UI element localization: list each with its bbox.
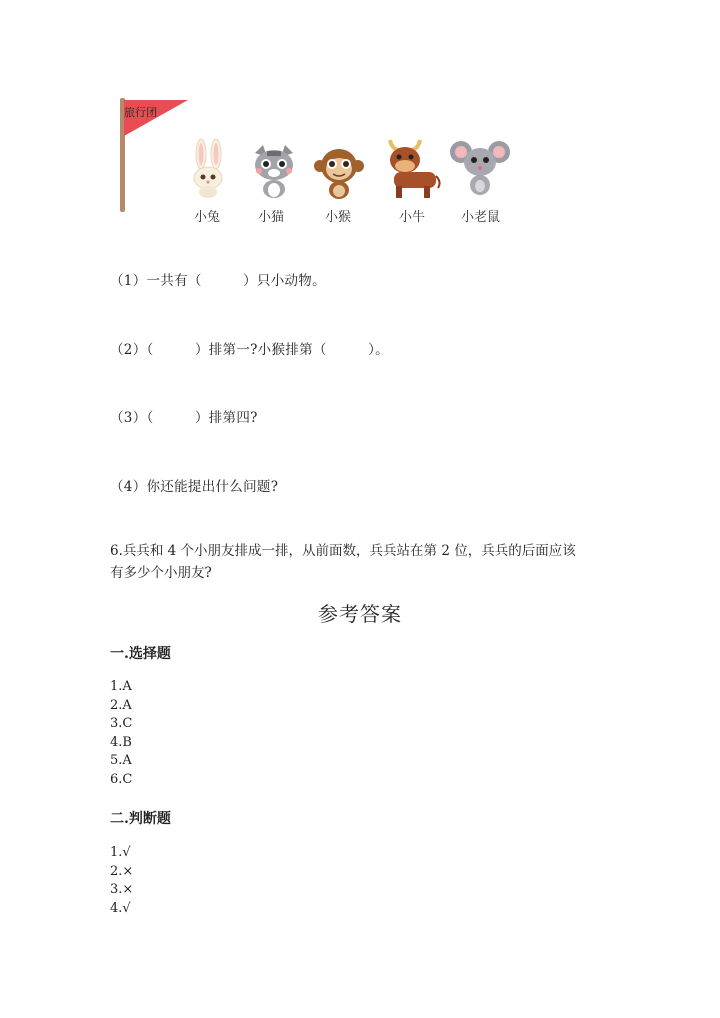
- animal-label: 小牛: [399, 210, 426, 225]
- cat-icon: [247, 143, 301, 199]
- animal-label: 小兔: [194, 210, 221, 225]
- answer-item: 3.×: [110, 882, 134, 897]
- monkey-icon: [312, 144, 366, 200]
- question-1: （1）一共有（ ）只小动物。: [110, 273, 326, 289]
- answer-item: 4.B: [110, 734, 132, 750]
- animal-cat: [247, 143, 301, 199]
- animal-rabbit: [178, 138, 238, 198]
- problem-6-line-2: 有多少个小朋友?: [110, 565, 212, 581]
- answer-item: 3.C: [110, 716, 133, 731]
- problem-6: [110, 540, 630, 584]
- flag-label: 旅行团: [124, 106, 157, 119]
- answer-list: [110, 844, 133, 918]
- animal-cow: [380, 136, 442, 200]
- animal-monkey: [312, 144, 366, 200]
- answer-item: 2.×: [110, 863, 134, 879]
- section-heading: 一.选择题: [110, 646, 171, 662]
- answer-item: 2.A: [110, 697, 132, 713]
- animal-mouse: [449, 138, 511, 198]
- answer-item: 5.A: [110, 753, 132, 768]
- answer-key-title: 参考答案: [318, 602, 402, 626]
- animal-label: 小猴: [325, 210, 352, 225]
- mouse-icon: [449, 138, 511, 198]
- question-4: （4）你还能提出什么问题?: [110, 479, 279, 495]
- question-3: （3）（ ）排第四?: [110, 410, 258, 426]
- cow-icon: [380, 136, 442, 200]
- answer-list: [110, 678, 132, 789]
- problem-6-line-1: 6.兵兵和 4 个小朋友排成一排，从前面数，兵兵站在第 2 位，兵兵的后面应该: [110, 543, 576, 559]
- answer-item: 1.√: [110, 845, 131, 860]
- question-2: （2）（ ）排第一?小猴排第（ ）。: [110, 342, 389, 358]
- rabbit-icon: [178, 138, 238, 198]
- section-heading: 二.判断题: [110, 811, 171, 827]
- answer-item: 6.C: [110, 771, 133, 787]
- animal-label: 小老鼠: [461, 210, 501, 225]
- animal-label: 小猫: [258, 210, 285, 225]
- answer-item: 1.A: [110, 679, 132, 694]
- answer-item: 4.√: [110, 900, 131, 916]
